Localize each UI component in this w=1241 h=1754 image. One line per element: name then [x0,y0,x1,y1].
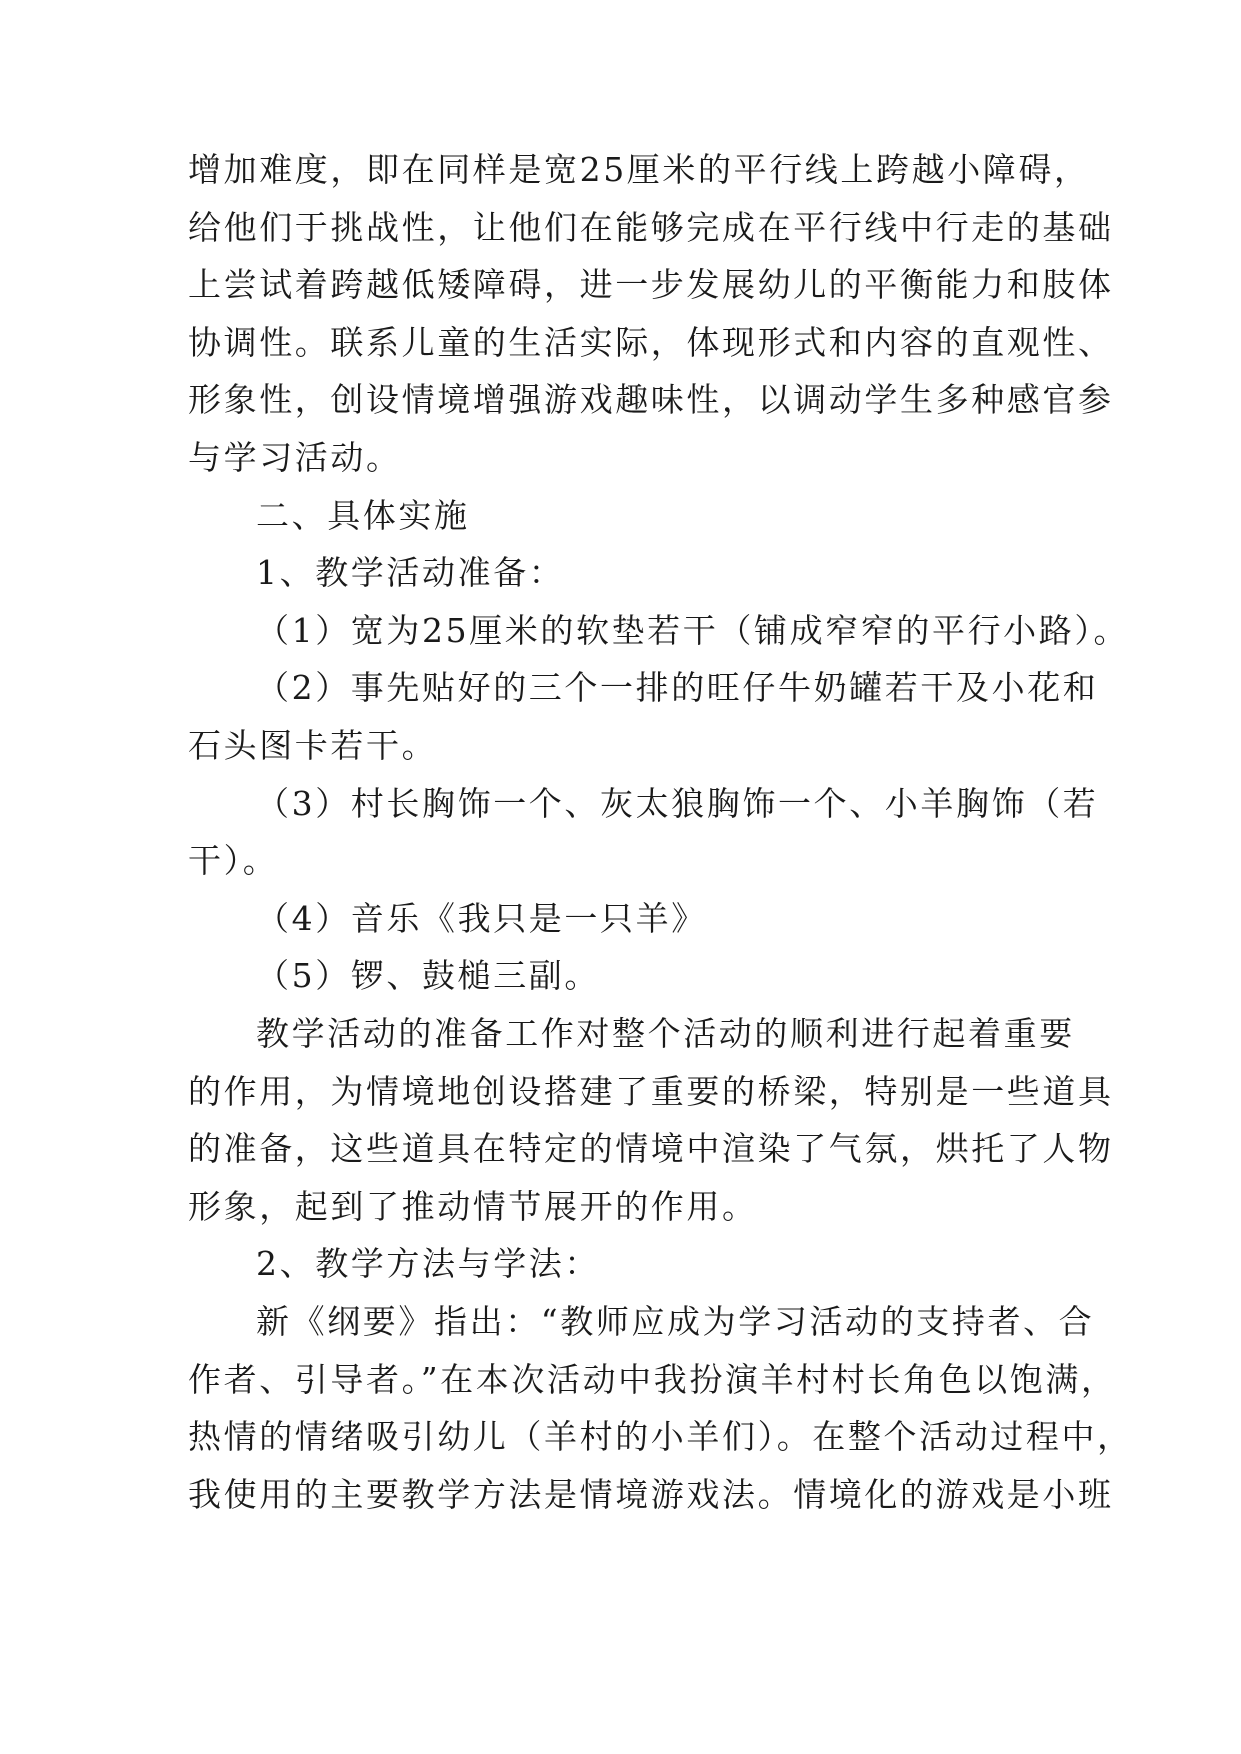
paragraph-line: 热情的情绪吸引幼儿（羊村的小羊们）。在整个活动过程中， [188,1417,1133,1456]
paragraph-line: 上尝试着跨越低矮障碍，进一步发展幼儿的平衡能力和肢体 [188,265,1114,304]
paragraph-line: 形象性，创设情境增强游戏趣味性，以调动学生多种感官参 [188,380,1114,419]
paragraph-line: 的作用，为情境地创设搭建了重要的桥梁，特别是一些道具 [188,1072,1114,1111]
list-item-continuation: 石头图卡若干。 [188,726,438,765]
paragraph-line: 增加难度，即在同样是宽25厘米的平行线上跨越小障碍， [188,150,1090,189]
paragraph-line: 我使用的主要教学方法是情境游戏法。情境化的游戏是小班 [188,1475,1114,1514]
paragraph-line: 给他们于挑战性，让他们在能够完成在平行线中行走的基础 [188,208,1114,247]
list-item: （5）锣、鼓槌三副。 [256,956,600,995]
list-item-continuation: 干）。 [188,841,279,880]
paragraph-line: 教学活动的准备工作对整个活动的顺利进行起着重要 [256,1014,1075,1053]
paragraph-line: 与学习活动。 [188,438,402,477]
paragraph-line: 协调性。联系儿童的生活实际，体现形式和内容的直观性、 [188,323,1114,362]
paragraph-line: 的准备，这些道具在特定的情境中渲染了气氛，烘托了人物 [188,1129,1114,1168]
list-item: （1）宽为25厘米的软垫若干（铺成窄窄的平行小路）。 [256,611,1130,650]
section-heading: 二、具体实施 [256,496,470,535]
list-item: （2）事先贴好的三个一排的旺仔牛奶罐若干及小花和 [256,668,1099,707]
paragraph-line: 形象，起到了推动情节展开的作用。 [188,1187,758,1226]
list-item: （3）村长胸饰一个、灰太狼胸饰一个、小羊胸饰（若 [256,784,1099,823]
paragraph-line: 作者、引导者。”在本次活动中我扮演羊村村长角色以饱满， [188,1360,1117,1399]
subsection-heading: 2、教学方法与学法： [256,1244,600,1283]
paragraph-line: 新《纲要》指出：“教师应成为学习活动的支持者、合 [256,1302,1095,1341]
list-item: （4）音乐《我只是一只羊》 [256,899,707,938]
subsection-heading: 1、教学活动准备： [256,553,565,592]
